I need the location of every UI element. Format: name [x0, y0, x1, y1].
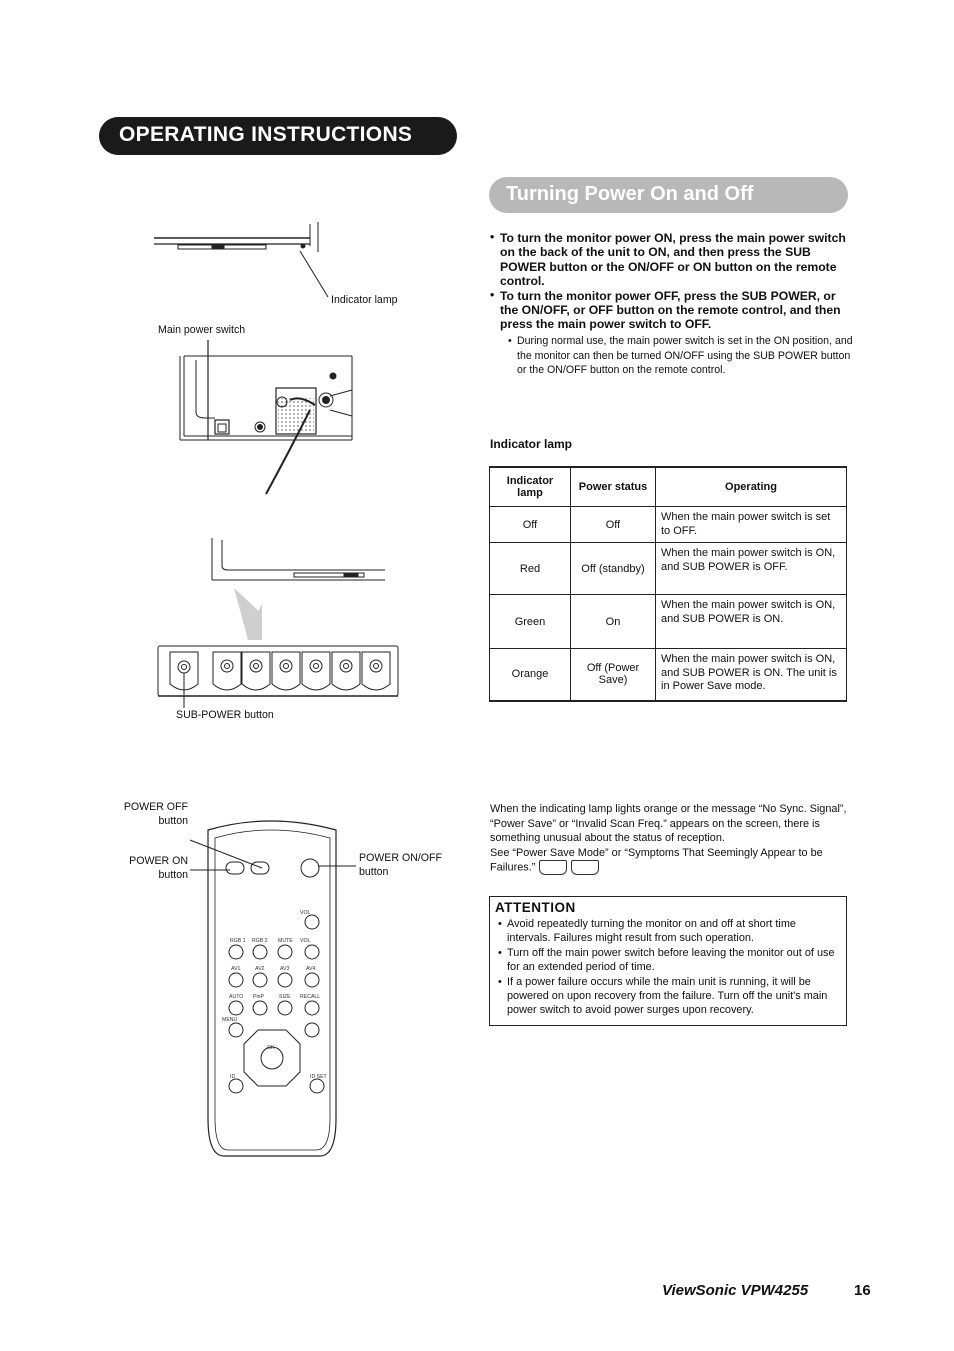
svg-text:AV2: AV2 — [255, 966, 265, 972]
svg-text:SIZE: SIZE — [279, 994, 291, 1000]
attention-box — [489, 896, 847, 1026]
column-header: Power status — [571, 467, 656, 507]
attention-item: • Avoid repeatedly turning the monitor on and off at short time intervals. Failures might result from such operation. — [498, 917, 840, 946]
usage-note: • During normal use, the main power switch is set in the ON position, and the monitor can then be turned ON/OFF using the SUB POWER button or the ON/OFF button on the remote control. — [508, 334, 853, 378]
svg-text:PinP: PinP — [253, 994, 264, 1000]
svg-text:ID SET: ID SET — [310, 1074, 327, 1080]
power-off-label: POWER OFF button — [123, 801, 188, 827]
instruction-item: • To turn the monitor power OFF, press the SUB POWER, or the ON/OFF, or OFF button on the remote control, and then press the main power switch to OFF. — [490, 289, 850, 332]
remote-control-figure — [190, 821, 356, 1156]
svg-text:AUTO: AUTO — [229, 994, 244, 1000]
table-row: Off Off When the main power switch is set to OFF. — [490, 507, 847, 543]
section-header — [489, 177, 848, 213]
indicator-lamp-label: Indicator lamp — [331, 294, 398, 306]
sub-power-button-label: SUB-POWER button — [176, 709, 274, 721]
svg-text:AV3: AV3 — [280, 966, 290, 972]
instruction-item: • To turn the monitor power ON, press the main power switch on the back of the unit to ON, and then press the SUB POWER button or the ON/OFF or ON button on the remote control. — [490, 231, 850, 289]
indicator-lamp-table — [489, 466, 847, 702]
section-title: Turning Power On and Off — [506, 183, 754, 205]
monitor-front-figure — [154, 222, 328, 297]
attention-item: • Turn off the main power switch before leaving the monitor out of use for an extended period of time. — [498, 946, 840, 975]
book-reference-icon — [571, 860, 599, 875]
instructions-list — [490, 231, 850, 332]
monitor-corner-figure — [212, 538, 385, 580]
book-reference-icon — [539, 860, 567, 875]
table-row: Red Off (standby) When the main power switch is ON, and SUB POWER is OFF. — [490, 543, 847, 595]
page-number: 16 — [854, 1282, 871, 1299]
svg-text:ID: ID — [230, 1074, 236, 1080]
button-panel-figure — [158, 646, 398, 708]
attention-title: ATTENTION — [495, 900, 576, 915]
monitor-back-figure — [180, 340, 352, 494]
svg-text:RGB 2: RGB 2 — [252, 938, 268, 944]
svg-text:MUTE: MUTE — [278, 938, 293, 944]
svg-text:AV4: AV4 — [306, 966, 316, 972]
column-header: Indicator lamp — [490, 467, 571, 507]
page-footer — [662, 1282, 871, 1299]
power-on-label: POWER ON button — [129, 855, 188, 881]
status-paragraph: When the indicating lamp lights orange or the message “No Sync. Signal”, “Power Save” or “Invalid Scan Freq.” appears on the screen, there is something unusual about the status of reception. See “Power Save Mode” or “Symptoms That Seemingly Appear to be Failures.” — [490, 803, 847, 874]
column-header: Operating — [656, 467, 847, 507]
attention-item: • If a power failure occurs while the main unit is running, it will be powered on upon recovery from the failure. Turn off the unit's main power switch to avoid power surges upon recovery. — [498, 975, 840, 1018]
page-title: OPERATING INSTRUCTIONS — [119, 123, 413, 146]
svg-text:RGB 1: RGB 1 — [230, 938, 246, 944]
svg-text:MENU: MENU — [222, 1017, 238, 1023]
attention-list — [498, 917, 840, 1018]
table-heading: Indicator lamp — [490, 437, 573, 451]
power-onoff-label: POWER ON/OFF button — [359, 852, 442, 878]
remote-small-labels — [222, 910, 328, 1080]
svg-text:AV1: AV1 — [231, 966, 241, 972]
footer-brand: ViewSonic VPW4255 — [662, 1282, 809, 1299]
svg-text:OK: OK — [267, 1045, 275, 1051]
table-header-row — [490, 467, 847, 507]
table-row: Green On When the main power switch is ON, and SUB POWER is ON. — [490, 595, 847, 649]
svg-text:VOL: VOL — [300, 938, 311, 944]
table-row: Orange Off (Power Save) When the main power switch is ON, and SUB POWER is ON. The unit is in Power Save mode. — [490, 649, 847, 701]
main-power-switch-label: Main power switch — [158, 324, 246, 336]
svg-text:RECALL: RECALL — [300, 994, 321, 1000]
vol-up-label: VOL — [300, 910, 311, 916]
